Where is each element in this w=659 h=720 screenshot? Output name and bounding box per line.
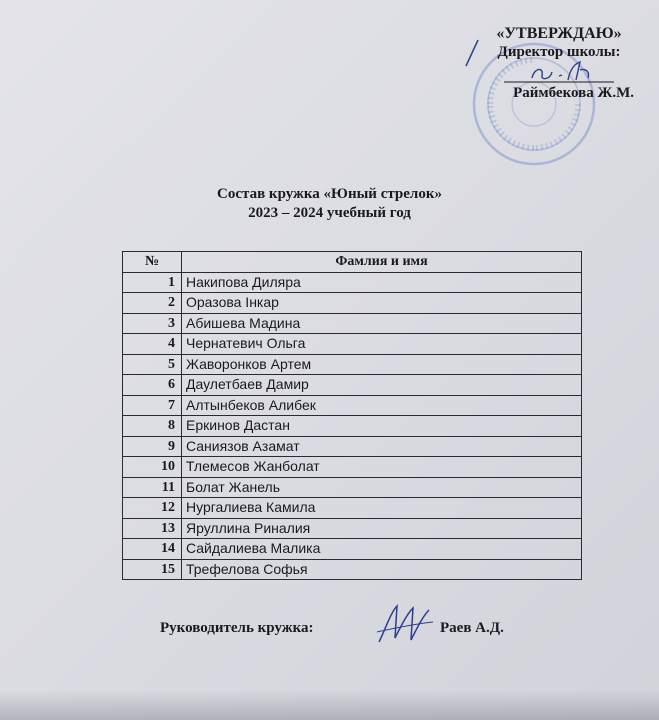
member-name: Чернатевич Ольга — [182, 334, 582, 355]
director-signature-line — [474, 62, 644, 84]
director-name: Раймбекова Ж.М. — [513, 85, 634, 101]
approval-position: Директор школы: — [497, 44, 621, 60]
table-header-row — [123, 252, 582, 273]
table-row — [123, 457, 582, 478]
table-row — [123, 436, 582, 457]
member-name: Оразова Інкар — [182, 293, 582, 314]
member-name: Даулетбаев Дамир — [182, 375, 582, 396]
table-row — [123, 416, 582, 437]
table-row — [123, 272, 582, 293]
row-number: 1 — [123, 272, 182, 293]
member-name: Жаворонков Артем — [182, 354, 582, 375]
table-row — [123, 375, 582, 396]
table-row — [123, 498, 582, 519]
table-row — [123, 354, 582, 375]
ink-stroke — [462, 38, 482, 68]
member-name: Еркинов Дастан — [182, 416, 582, 437]
row-number: 9 — [123, 436, 182, 457]
row-number: 3 — [123, 313, 182, 334]
member-name: Нургалиева Камила — [182, 498, 582, 519]
member-name: Яруллина Риналия — [182, 518, 582, 539]
members-table — [122, 251, 582, 580]
table-row — [123, 293, 582, 314]
header-name: Фамлия и имя — [182, 252, 582, 273]
table-row — [123, 559, 582, 580]
leader-label: Руководитель кружка: — [160, 620, 314, 636]
title-line-2: 2023 – 2024 учебный год — [248, 205, 411, 221]
leader-signature — [375, 602, 435, 646]
row-number: 2 — [123, 293, 182, 314]
member-name: Сайдалиева Малика — [182, 539, 582, 560]
row-number: 4 — [123, 334, 182, 355]
row-number: 12 — [123, 498, 182, 519]
row-number: 15 — [123, 559, 182, 580]
approval-block — [474, 24, 644, 103]
row-number: 6 — [123, 375, 182, 396]
row-number: 10 — [123, 457, 182, 478]
table-row — [123, 395, 582, 416]
document-title — [0, 185, 659, 223]
table-row — [123, 313, 582, 334]
member-name: Трефелова Софья — [182, 559, 582, 580]
member-name: Алтынбеков Алибек — [182, 395, 582, 416]
row-number: 7 — [123, 395, 182, 416]
member-name: Болат Жанель — [182, 477, 582, 498]
director-signature — [504, 60, 614, 86]
member-name: Абишева Мадина — [182, 313, 582, 334]
title-line-1: Состав кружка «Юный стрелок» — [217, 186, 442, 202]
member-name: Тлемесов Жанболат — [182, 457, 582, 478]
table-row — [123, 334, 582, 355]
table-row — [123, 539, 582, 560]
row-number: 14 — [123, 539, 182, 560]
row-number: 13 — [123, 518, 182, 539]
page-shadow — [0, 690, 659, 720]
row-number: 5 — [123, 354, 182, 375]
member-name: Саниязов Азамат — [182, 436, 582, 457]
member-name: Накипова Диляра — [182, 272, 582, 293]
row-number: 8 — [123, 416, 182, 437]
header-number: № — [123, 252, 182, 273]
table-row — [123, 518, 582, 539]
row-number: 11 — [123, 477, 182, 498]
leader-name: Раев А.Д. — [440, 620, 504, 636]
approval-heading: «УТВЕРЖДАЮ» — [496, 25, 622, 42]
table-row — [123, 477, 582, 498]
